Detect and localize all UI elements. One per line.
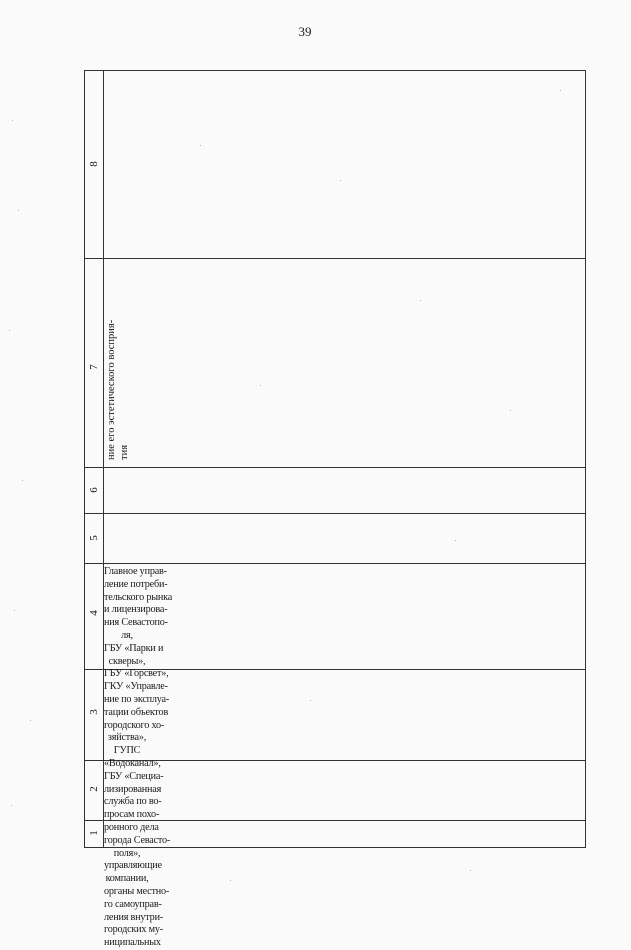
- column-7-text-line1: ние его эстетического восприя-: [106, 319, 117, 460]
- cell-line: и лицензирова-: [104, 604, 168, 616]
- cell-line: ГБУ «Специа-: [104, 770, 164, 782]
- column-7-text-line2: тия: [119, 444, 130, 460]
- cell-line: ниципальных: [104, 937, 161, 949]
- cell-line: го самоуправ-: [104, 898, 162, 910]
- cell-line: поля»,: [113, 847, 141, 859]
- column-divider: [84, 820, 586, 821]
- cell-line: ГКУ «Управле-: [104, 681, 168, 693]
- cell-line: управляющие: [104, 860, 162, 872]
- cell-line: ние по эксплуа-: [104, 693, 170, 705]
- cell-line: городского хо-: [104, 719, 165, 731]
- cell-line: компании,: [105, 873, 149, 885]
- cell-line: Главное управ-: [104, 566, 167, 577]
- column-number-1: 1: [88, 830, 100, 836]
- cell-line: ления внутри-: [104, 911, 164, 923]
- cell-line: ния Севастопо-: [104, 617, 168, 629]
- cell-line: служба по во-: [104, 796, 162, 808]
- cell-line: городских му-: [104, 924, 163, 936]
- cell-line: зяйства»,: [107, 732, 147, 744]
- column-number-3: 3: [88, 709, 100, 715]
- cell-line: просам похо-: [104, 809, 160, 821]
- page-number: 39: [298, 24, 312, 39]
- column-number-6: 6: [88, 487, 100, 493]
- column-4-cell: [104, 566, 173, 949]
- column-number-8: 8: [88, 161, 100, 167]
- cell-line: «Водоканал»,: [104, 757, 161, 769]
- cell-line: тации объектов: [104, 706, 169, 718]
- cell-line: города Севасто-: [104, 834, 171, 846]
- cell-line: ГУПС: [113, 745, 141, 757]
- column-number-5: 5: [88, 535, 100, 541]
- cell-line: ГБУ «Парки и: [104, 642, 164, 654]
- column-number-2: 2: [88, 786, 100, 792]
- cell-line: скверы»,: [108, 655, 146, 667]
- column-number-4: 4: [88, 610, 100, 616]
- cell-line: ля,: [121, 629, 133, 641]
- column-number-7: 7: [88, 364, 100, 370]
- column-divider: [84, 563, 586, 564]
- column-divider: [84, 467, 586, 468]
- cell-line: тельского рынка: [104, 591, 173, 603]
- cell-line: ГБУ «Горсвет»,: [104, 668, 169, 680]
- table-frame: [84, 70, 586, 848]
- column-divider: [84, 513, 586, 514]
- cell-line: ление потреби-: [104, 578, 168, 590]
- column-divider: [84, 258, 586, 259]
- cell-line: лизированная: [104, 783, 162, 795]
- cell-line: органы местно-: [104, 885, 170, 897]
- cell-line: ронного дела: [104, 821, 159, 833]
